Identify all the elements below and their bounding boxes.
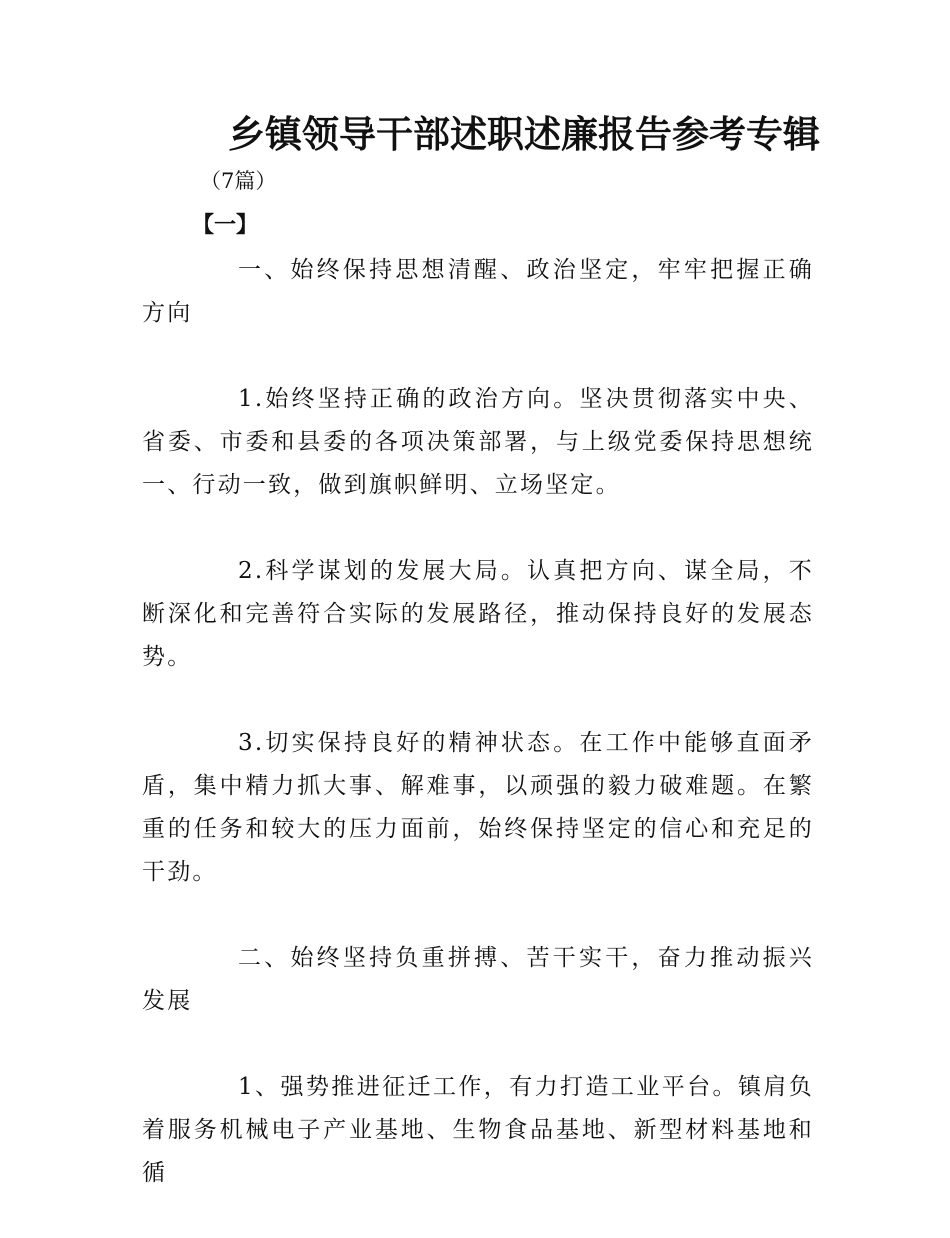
paragraph-item-4: 1、强势推进征迁工作，有力打造工业平台。镇肩负着服务机械电子产业基地、生物食品基地、新型材料基地和循: [142, 1074, 814, 1186]
section-marker: 【一】: [192, 212, 259, 238]
document-body: [142, 249, 814, 1238]
paragraph-item-2: 2.科学谋划的发展大局。认真把方向、谋全局，不断深化和完善符合实际的发展路径，推动保持良好的发展态势。: [142, 558, 814, 670]
document-subtitle: （7篇）: [200, 169, 277, 193]
paragraph-heading-2: 二、始终坚持负重拼搏、苦干实干，奋力推动振兴发展: [142, 945, 814, 1014]
paragraph-heading-1: 一、始终保持思想清醒、政治坚定，牢牢把握正确方向: [142, 257, 814, 326]
document-title: 乡镇领导干部述职述廉报告参考专辑: [228, 112, 820, 156]
paragraph-item-3: 3.切实保持良好的精神状态。在工作中能够直面矛盾，集中精力抓大事、解难事，以顽强的毅力破难题。在繁重的任务和较大的压力面前，始终保持坚定的信心和充足的干劲。: [142, 730, 814, 885]
paragraph-item-1: 1.始终坚持正确的政治方向。坚决贯彻落实中央、省委、市委和县委的各项决策部署，与上级党委保持思想统一、行动一致，做到旗帜鲜明、立场坚定。: [142, 386, 814, 498]
